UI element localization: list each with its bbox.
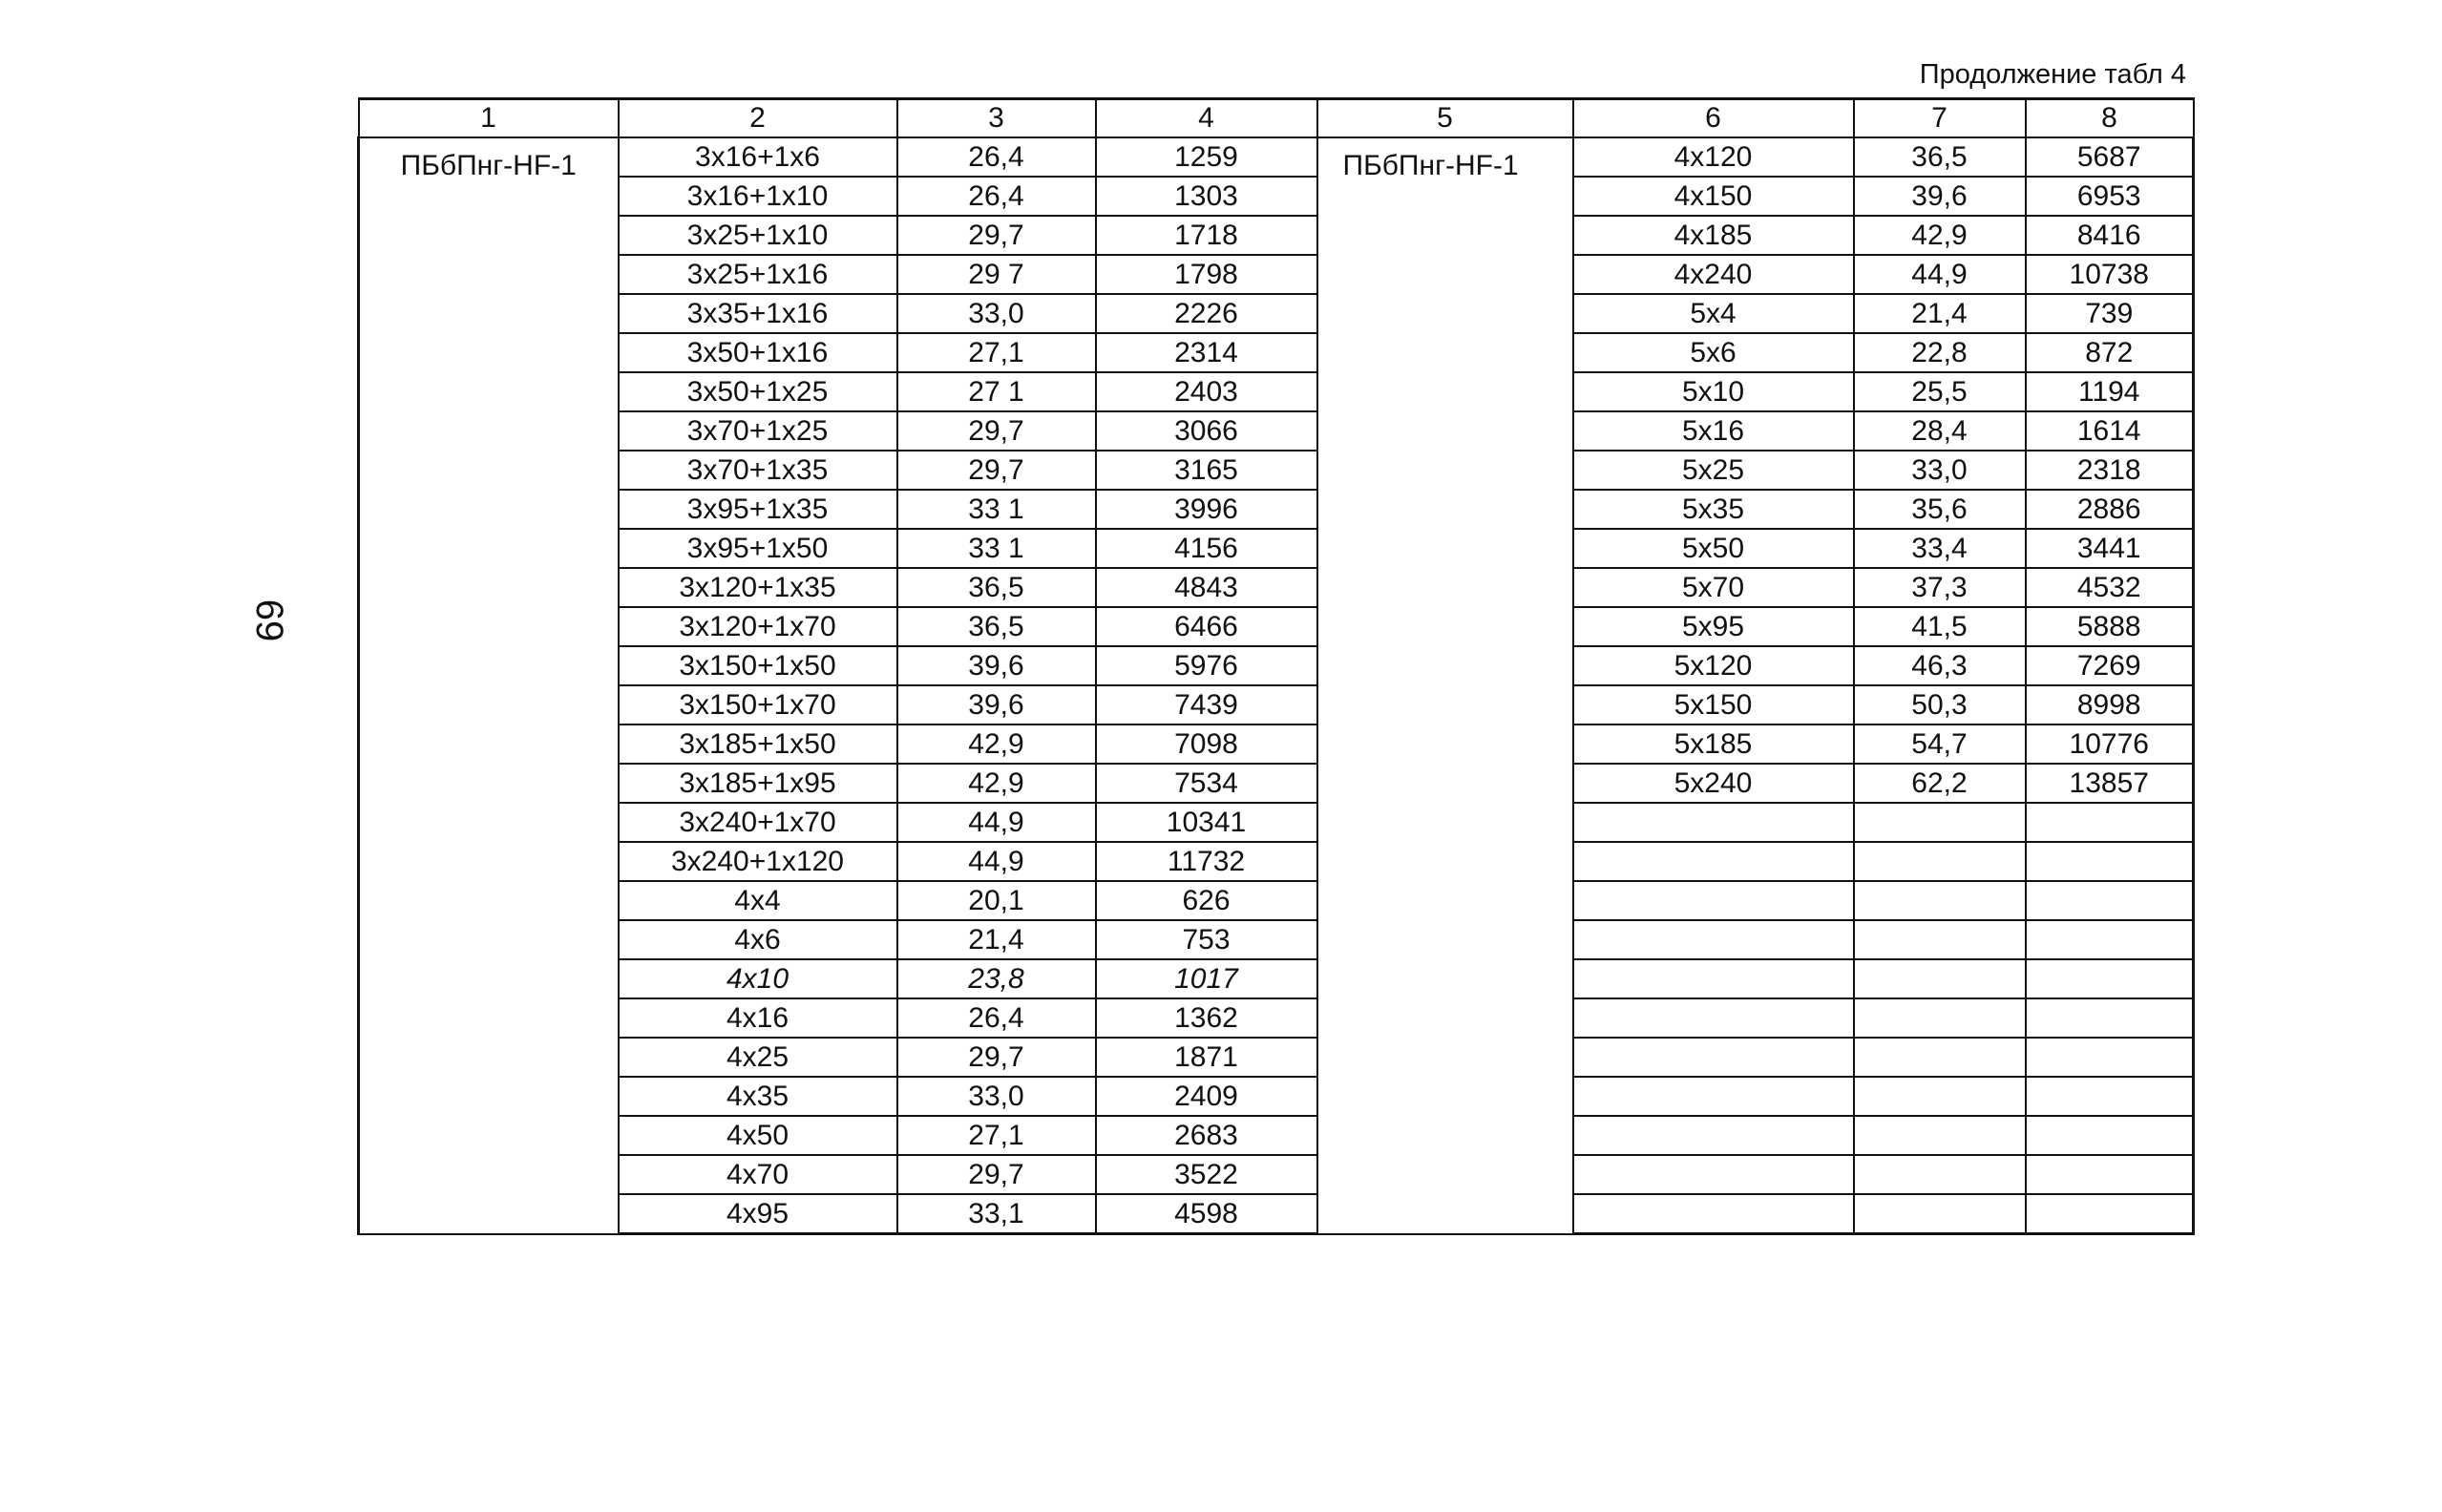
cable-section-cell: 3x150+1x50 [619, 646, 897, 685]
table-row [359, 490, 2194, 529]
outer-diameter-cell-2: 46,3 [1854, 646, 2026, 685]
outer-diameter-cell-2: 50,3 [1854, 685, 2026, 724]
mass-cell-2: 6953 [2026, 177, 2194, 216]
outer-diameter-cell: 36,5 [897, 568, 1096, 607]
mass-cell-2 [2026, 881, 2194, 920]
cable-section-cell: 4x50 [619, 1116, 897, 1155]
outer-diameter-cell-2 [1854, 1038, 2026, 1077]
outer-diameter-cell-2 [1854, 1194, 2026, 1234]
outer-diameter-cell: 36,5 [897, 607, 1096, 646]
outer-diameter-cell: 20,1 [897, 881, 1096, 920]
page-number [241, 592, 298, 649]
cable-section-cell-2 [1573, 959, 1854, 998]
mass-cell-2: 5687 [2026, 137, 2194, 177]
outer-diameter-cell: 29,7 [897, 411, 1096, 451]
cable-section-cell-2: 5x185 [1573, 724, 1854, 764]
outer-diameter-cell-2 [1854, 920, 2026, 959]
mass-cell-2: 7269 [2026, 646, 2194, 685]
outer-diameter-cell: 26,4 [897, 177, 1096, 216]
outer-diameter-cell-2: 28,4 [1854, 411, 2026, 451]
table-row [359, 333, 2194, 372]
cable-section-cell-2 [1573, 1194, 1854, 1234]
outer-diameter-cell-2: 36,5 [1854, 137, 2026, 177]
outer-diameter-cell: 26,4 [897, 998, 1096, 1038]
outer-diameter-cell: 44,9 [897, 803, 1096, 842]
mass-cell: 4843 [1096, 568, 1317, 607]
mass-cell: 2683 [1096, 1116, 1317, 1155]
mass-cell-2 [2026, 842, 2194, 881]
mass-cell-2 [2026, 920, 2194, 959]
mass-cell-2 [2026, 998, 2194, 1038]
table-row [359, 842, 2194, 881]
outer-diameter-cell-2: 44,9 [1854, 255, 2026, 294]
cable-section-cell-2: 5x16 [1573, 411, 1854, 451]
mass-cell-2: 2318 [2026, 451, 2194, 490]
outer-diameter-cell: 44,9 [897, 842, 1096, 881]
table-row [359, 959, 2194, 998]
cable-section-cell-2: 5x25 [1573, 451, 1854, 490]
outer-diameter-cell-2: 62,2 [1854, 764, 2026, 803]
outer-diameter-cell: 29,7 [897, 1038, 1096, 1077]
outer-diameter-cell: 39,6 [897, 646, 1096, 685]
table-row [359, 998, 2194, 1038]
cable-section-cell: 3x185+1x95 [619, 764, 897, 803]
header-col-2: 2 [619, 99, 897, 138]
header-row [359, 99, 2194, 138]
header-col-3: 3 [897, 99, 1096, 138]
cable-section-cell: 4x6 [619, 920, 897, 959]
table-row [359, 529, 2194, 568]
header-col-5: 5 [1317, 99, 1573, 138]
header-col-4: 4 [1096, 99, 1317, 138]
outer-diameter-cell-2: 39,6 [1854, 177, 2026, 216]
mass-cell: 7098 [1096, 724, 1317, 764]
cable-section-cell-2: 5x35 [1573, 490, 1854, 529]
table-row [359, 294, 2194, 333]
mass-cell-2: 3441 [2026, 529, 2194, 568]
cable-section-cell-2: 4x120 [1573, 137, 1854, 177]
mass-cell-2 [2026, 1116, 2194, 1155]
outer-diameter-cell-2 [1854, 881, 2026, 920]
outer-diameter-cell-2 [1854, 998, 2026, 1038]
page-number-text: 69 [248, 598, 291, 642]
table-row [359, 881, 2194, 920]
cable-section-cell: 4x10 [619, 959, 897, 998]
cable-section-cell-2: 4x150 [1573, 177, 1854, 216]
mass-cell: 3522 [1096, 1155, 1317, 1194]
cable-section-cell: 3x95+1x35 [619, 490, 897, 529]
header-col-1: 1 [359, 99, 619, 138]
outer-diameter-cell-2: 41,5 [1854, 607, 2026, 646]
mass-cell: 4598 [1096, 1194, 1317, 1234]
mass-cell-2 [2026, 1038, 2194, 1077]
mass-cell: 7534 [1096, 764, 1317, 803]
model-label-col5: ПБбПнг-HF-1 [1317, 137, 1573, 1234]
mass-cell: 1798 [1096, 255, 1317, 294]
table-row [359, 1155, 2194, 1194]
cable-section-cell: 3x240+1x120 [619, 842, 897, 881]
mass-cell: 753 [1096, 920, 1317, 959]
table-row [359, 607, 2194, 646]
mass-cell: 2409 [1096, 1077, 1317, 1116]
outer-diameter-cell: 29,7 [897, 1155, 1096, 1194]
cable-section-cell: 3x25+1x10 [619, 216, 897, 255]
table-row [359, 803, 2194, 842]
cable-section-cell-2 [1573, 998, 1854, 1038]
mass-cell-2: 10738 [2026, 255, 2194, 294]
cable-section-cell: 3x150+1x70 [619, 685, 897, 724]
cable-section-cell-2 [1573, 1116, 1854, 1155]
mass-cell-2: 4532 [2026, 568, 2194, 607]
outer-diameter-cell: 29,7 [897, 216, 1096, 255]
table-row [359, 137, 2194, 177]
table-row [359, 1116, 2194, 1155]
table-row [359, 451, 2194, 490]
outer-diameter-cell: 27,1 [897, 333, 1096, 372]
table-body [359, 137, 2194, 1234]
outer-diameter-cell-2: 35,6 [1854, 490, 2026, 529]
cable-section-cell: 3x240+1x70 [619, 803, 897, 842]
mass-cell: 1259 [1096, 137, 1317, 177]
cable-section-cell-2: 5x120 [1573, 646, 1854, 685]
cable-section-cell: 3x120+1x35 [619, 568, 897, 607]
mass-cell: 7439 [1096, 685, 1317, 724]
header-col-6: 6 [1573, 99, 1854, 138]
table-row [359, 724, 2194, 764]
cable-section-cell: 4x95 [619, 1194, 897, 1234]
table-row [359, 646, 2194, 685]
mass-cell-2: 2886 [2026, 490, 2194, 529]
cable-section-cell: 3x185+1x50 [619, 724, 897, 764]
outer-diameter-cell-2 [1854, 803, 2026, 842]
mass-cell: 1871 [1096, 1038, 1317, 1077]
mass-cell-2: 1194 [2026, 372, 2194, 411]
mass-cell-2 [2026, 959, 2194, 998]
outer-diameter-cell: 39,6 [897, 685, 1096, 724]
cable-section-cell-2: 5x10 [1573, 372, 1854, 411]
mass-cell-2: 739 [2026, 294, 2194, 333]
cable-section-cell: 3x50+1x25 [619, 372, 897, 411]
table-continuation-caption: Продолжение табл 4 [1919, 59, 2186, 90]
cable-section-cell-2: 5x50 [1573, 529, 1854, 568]
mass-cell-2: 10776 [2026, 724, 2194, 764]
cable-section-cell: 4x70 [619, 1155, 897, 1194]
mass-cell: 3066 [1096, 411, 1317, 451]
table-row [359, 920, 2194, 959]
cable-section-cell: 3x35+1x16 [619, 294, 897, 333]
outer-diameter-cell: 42,9 [897, 764, 1096, 803]
outer-diameter-cell: 42,9 [897, 724, 1096, 764]
cable-section-cell: 3x50+1x16 [619, 333, 897, 372]
table-row [359, 764, 2194, 803]
outer-diameter-cell: 29 7 [897, 255, 1096, 294]
cable-section-cell-2 [1573, 1038, 1854, 1077]
mass-cell-2 [2026, 1077, 2194, 1116]
cable-section-cell: 3x95+1x50 [619, 529, 897, 568]
cable-data-table [357, 97, 2195, 1235]
cable-section-cell: 3x70+1x35 [619, 451, 897, 490]
mass-cell: 11732 [1096, 842, 1317, 881]
outer-diameter-cell-2: 33,4 [1854, 529, 2026, 568]
cable-section-cell-2: 5x6 [1573, 333, 1854, 372]
mass-cell-2 [2026, 1155, 2194, 1194]
mass-cell-2: 5888 [2026, 607, 2194, 646]
outer-diameter-cell: 21,4 [897, 920, 1096, 959]
table-row [359, 685, 2194, 724]
cable-section-cell: 3x16+1x6 [619, 137, 897, 177]
mass-cell: 3165 [1096, 451, 1317, 490]
outer-diameter-cell-2: 21,4 [1854, 294, 2026, 333]
cable-section-cell-2: 5x4 [1573, 294, 1854, 333]
cable-section-cell: 3x70+1x25 [619, 411, 897, 451]
table-row [359, 1194, 2194, 1234]
table-row [359, 568, 2194, 607]
mass-cell: 626 [1096, 881, 1317, 920]
table-row [359, 216, 2194, 255]
outer-diameter-cell: 33,0 [897, 1077, 1096, 1116]
cable-section-cell-2: 5x70 [1573, 568, 1854, 607]
outer-diameter-cell: 29,7 [897, 451, 1096, 490]
table-row [359, 255, 2194, 294]
cable-section-cell-2 [1573, 803, 1854, 842]
outer-diameter-cell-2: 22,8 [1854, 333, 2026, 372]
table-row [359, 411, 2194, 451]
outer-diameter-cell-2 [1854, 1155, 2026, 1194]
cable-section-cell-2: 5x150 [1573, 685, 1854, 724]
mass-cell: 6466 [1096, 607, 1317, 646]
header-col-8: 8 [2026, 99, 2194, 138]
outer-diameter-cell-2 [1854, 842, 2026, 881]
cable-section-cell-2 [1573, 881, 1854, 920]
cable-section-cell-2: 5x240 [1573, 764, 1854, 803]
mass-cell: 2403 [1096, 372, 1317, 411]
outer-diameter-cell-2 [1854, 959, 2026, 998]
outer-diameter-cell: 23,8 [897, 959, 1096, 998]
outer-diameter-cell-2: 54,7 [1854, 724, 2026, 764]
cable-section-cell: 3x25+1x16 [619, 255, 897, 294]
outer-diameter-cell-2 [1854, 1077, 2026, 1116]
outer-diameter-cell: 33 1 [897, 529, 1096, 568]
cable-section-cell-2 [1573, 842, 1854, 881]
cable-section-cell-2 [1573, 1077, 1854, 1116]
table-row [359, 372, 2194, 411]
outer-diameter-cell: 33,1 [897, 1194, 1096, 1234]
outer-diameter-cell-2: 37,3 [1854, 568, 2026, 607]
mass-cell: 1362 [1096, 998, 1317, 1038]
cable-section-cell: 3x16+1x10 [619, 177, 897, 216]
table-row [359, 1077, 2194, 1116]
table-row [359, 177, 2194, 216]
outer-diameter-cell: 26,4 [897, 137, 1096, 177]
mass-cell-2: 872 [2026, 333, 2194, 372]
mass-cell: 4156 [1096, 529, 1317, 568]
cable-section-cell: 4x35 [619, 1077, 897, 1116]
cable-section-cell: 3x120+1x70 [619, 607, 897, 646]
mass-cell-2 [2026, 1194, 2194, 1234]
header-col-7: 7 [1854, 99, 2026, 138]
cable-section-cell: 4x4 [619, 881, 897, 920]
cable-section-cell: 4x16 [619, 998, 897, 1038]
mass-cell-2: 8416 [2026, 216, 2194, 255]
mass-cell: 2226 [1096, 294, 1317, 333]
mass-cell-2 [2026, 803, 2194, 842]
mass-cell: 1718 [1096, 216, 1317, 255]
table-row [359, 1038, 2194, 1077]
mass-cell: 1017 [1096, 959, 1317, 998]
mass-cell: 5976 [1096, 646, 1317, 685]
mass-cell-2: 13857 [2026, 764, 2194, 803]
outer-diameter-cell-2 [1854, 1116, 2026, 1155]
outer-diameter-cell-2: 33,0 [1854, 451, 2026, 490]
cable-section-cell-2: 4x185 [1573, 216, 1854, 255]
mass-cell: 10341 [1096, 803, 1317, 842]
cable-section-cell: 4x25 [619, 1038, 897, 1077]
mass-cell-2: 1614 [2026, 411, 2194, 451]
outer-diameter-cell: 33,0 [897, 294, 1096, 333]
outer-diameter-cell: 33 1 [897, 490, 1096, 529]
outer-diameter-cell: 27 1 [897, 372, 1096, 411]
mass-cell: 1303 [1096, 177, 1317, 216]
outer-diameter-cell-2: 42,9 [1854, 216, 2026, 255]
outer-diameter-cell: 27,1 [897, 1116, 1096, 1155]
cable-section-cell-2 [1573, 920, 1854, 959]
cable-section-cell-2: 4x240 [1573, 255, 1854, 294]
mass-cell: 2314 [1096, 333, 1317, 372]
outer-diameter-cell-2: 25,5 [1854, 372, 2026, 411]
cable-section-cell-2: 5x95 [1573, 607, 1854, 646]
model-label-col1: ПБбПнг-HF-1 [359, 137, 619, 1234]
mass-cell-2: 8998 [2026, 685, 2194, 724]
cable-section-cell-2 [1573, 1155, 1854, 1194]
mass-cell: 3996 [1096, 490, 1317, 529]
